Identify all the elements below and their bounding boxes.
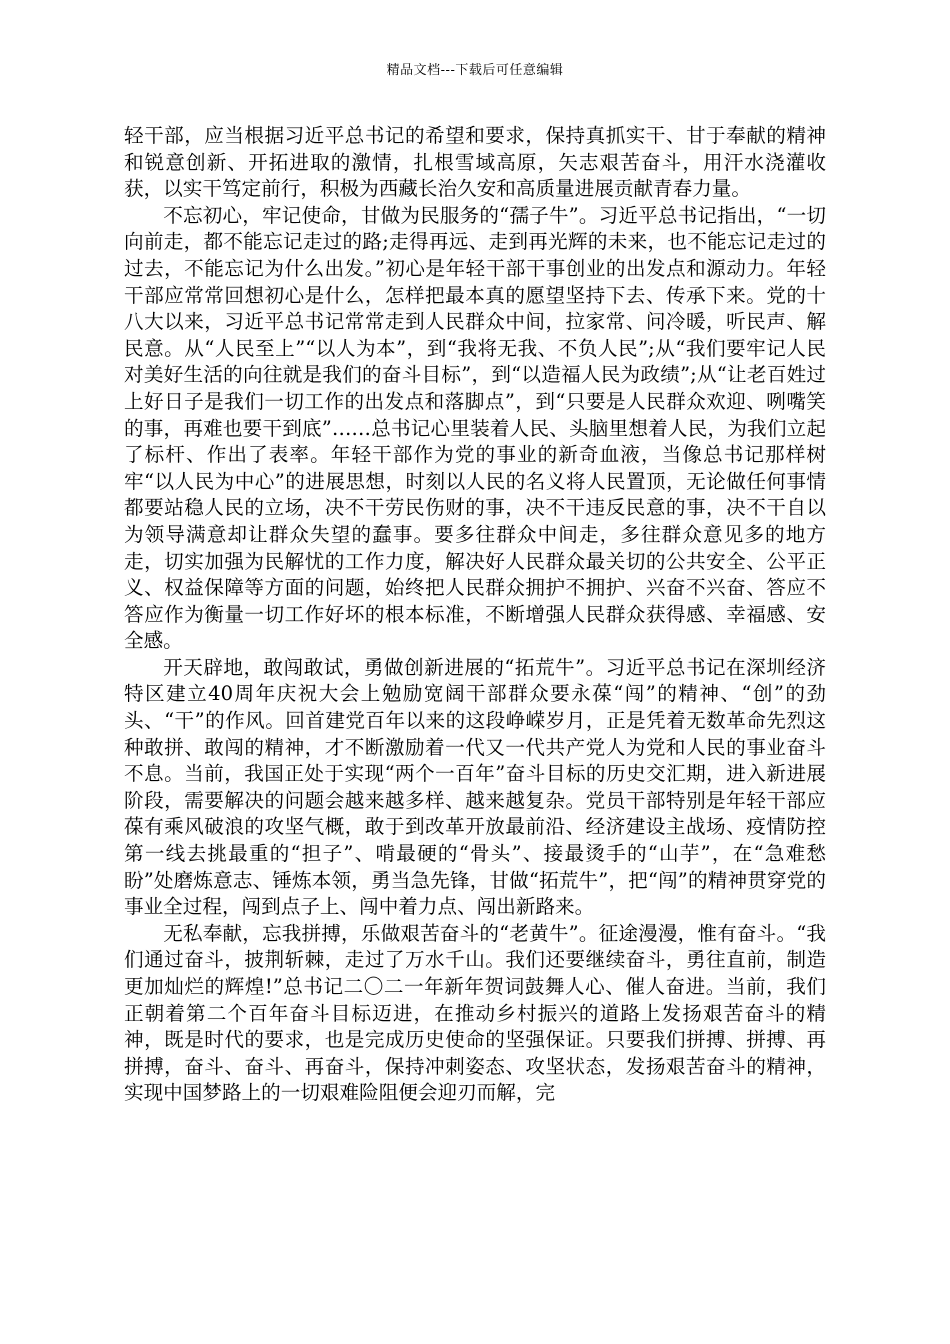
paragraph-laohuang-niu: 无私奉献，忘我拼搏，乐做艰苦奋斗的“老黄牛”。征途漫漫，惟有奋斗。“我们通过奋斗，披荆斩棘，走过了万水千山。我们还要继续奋斗，勇往直前，制造更加灿烂的辉煌!”总书记二〇二一年新年贺词鼓舞人心、催人奋进。当前，我们正朝着第二个百年奋斗目标迈进，在推动乡村振兴的道路上发扬艰苦奋斗的精神，既是时代的要求，也是完成历史使命的坚强保证。只要我们拼搏、拼搏、再拼搏，奋斗、奋斗、再奋斗，保持冲刺姿态、攻坚状态，发扬艰苦奋斗的精神，实现中国梦路上的一切艰难险阻便会迎刃而解，完: [124, 921, 826, 1105]
paragraph-ruzi-niu: 不忘初心，牢记使命，甘做为民服务的“孺子牛”。习近平总书记指出，“一切向前走，都不能忘记走过的路;走得再远、走到再光辉的未来，也不能忘记走过的过去，不能忘记为什么出发。”初心是年轻干部干事创业的出发点和源动力。年轻干部应常常回想初心是什么，怎样把最本真的愿望坚持下去、传承下来。党的十八大以来，习近平总书记常常走到人民群众中间，拉家常、问冷暖，听民声、解民意。从“人民至上”“以人为本”，到“我将无我、不负人民”;从“我们要牢记人民对美好生活的向往就是我们的奋斗目标”，到“以造福人民为政绩”;从“让老百姓过上好日子是我们一切工作的出发点和落脚点”，到“只要是人民群众欢迎、咧嘴笑的事，再难也要干到底”……总书记心里装着人民、头脑里想着人民，为我们立起了标杆、作出了表率。年轻干部作为党的事业的新奇血液，当像总书记那样树牢“以人民为中心”的进展思想，时刻以人民的名义将人民置顶，无论做任何事情都要站稳人民的立场，决不干劳民伤财的事，决不干违反民意的事，决不干自以为领导满意却让群众失望的蠢事。要多往群众中间走，多往群众意见多的地方走，切实加强为民解忧的工作力度，解决好人民群众最关切的公共安全、公平正义、权益保障等方面的问题，始终把人民群众拥护不拥护、兴奋不兴奋、答应不答应作为衡量一切工作好坏的根本标准，不断增强人民群众获得感、幸福感、安全感。: [124, 203, 826, 653]
page-header: 精品文档---下载后可任意编辑: [386, 63, 564, 78]
paragraph-tuohuang-niu: 开天辟地，敢闯敢试，勇做创新进展的“拓荒牛”。习近平总书记在深圳经济特区建立40周年庆祝大会上勉励宽阔干部群众要永葆“闯”的精神、“创”的劲头、“干”的作风。回首建党百年以来的这段峥嵘岁月，正是凭着无数革命先烈这种敢拼、敢闯的精神，才不断激励着一代又一代共产党人为党和人民的事业奋斗不息。当前，我国正处于实现“两个一百年”奋斗目标的历史交汇期，进入新进展阶段，需要解决的问题会越来越多样、越来越复杂。党员干部特别是年轻干部应葆有乘风破浪的攻坚气概，敢于到改革开放最前沿、经济建设主战场、疫情防控第一线去挑最重的“担子”、啃最硬的“骨头”、接最烫手的“山芋”，在“急难愁盼”处磨炼意志、锤炼本领，勇当急先锋，甘做“拓荒牛”，把“闯”的精神贯穿党的事业全过程，闯到点子上、闯中着力点、闯出新路来。: [124, 655, 826, 919]
paragraph-continuation: 轻干部，应当根据习近平总书记的希望和要求，保持真抓实干、甘于奉献的精神和锐意创新、开拓进取的激情，扎根雪域高原，矢志艰苦奋斗，用汗水浇灌收获，以实干笃定前行，积极为西藏长治久安和高质量进展贡献青春力量。: [124, 124, 826, 201]
document-body: [124, 123, 826, 1107]
